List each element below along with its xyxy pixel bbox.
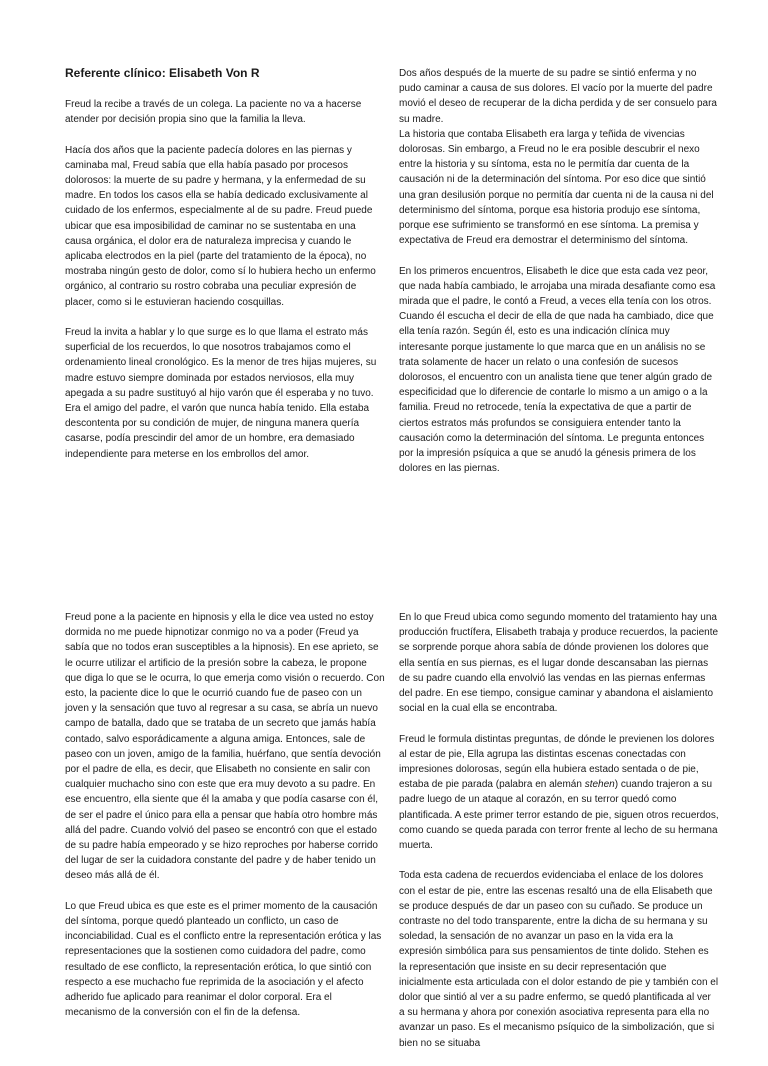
text-run: Freud le formula distintas preguntas, de dónde le previenen los dolores al estar de pie, Ella agrupa las distintas escenas conectadas con impresiones dolorosas, según ella hubiera estado sentada o de pie, estaba de pie parada (palabra en alemán — [399, 733, 715, 791]
paragraph: La historia que contaba Elisabeth era larga y teñida de vivencias dolorosas. Sin embargo, a Freud no le era posible descubrir el nexo entre la historia y su síntoma, esta no le permitía dar cuenta de la causación ni de la determinación del síntoma. Por eso dice que sintió una gran desilusión porque no permitía dar cuenta ni de la causa ni del determinismo del síntoma, porque esa historia produjo ese síntoma, porque ese sufrimiento se transformó en ese síntoma. La premisa y expectativa de Freud era demostrar el determinismo del síntoma. — [399, 128, 714, 247]
paragraph: Freud la recibe a través de un colega. La paciente no va a hacerse atender por decisión propia sino que la familia la lleva. — [65, 99, 362, 126]
column-top-right — [399, 66, 719, 492]
paragraph: Hacía dos años que la paciente padecía dolores en las piernas y caminaba mal, Freud sabía que ella había pasado por procesos dolorosos: la muerte de su padre y hermana, y la enfermedad de su madre. En todos los casos ella se había dedicado exclusivamente al cuidado de los enfermos, especialmente al de su padre. Freud puede ubicar que esa imposibilidad de caminar no se sustentaba en una causa orgánica, el dolor era de naturaleza imprecisa y cuando le aplicaba electrodos en la piel (parte del tratamiento de la época), no mostraba ningún gesto de dolor, como sí lo hubiera hecho un enfermo orgánico, al contrario su rostro cobraba una peculiar expresión de placer, como si le estuvieran haciendo cosquillas. — [65, 144, 376, 308]
emphasis-word: stehen — [584, 779, 615, 791]
document-title: Referente clínico: Elisabeth Von R — [65, 66, 260, 80]
paragraph: Dos años después de la muerte de su padre se sintió enferma y no pudo caminar a causa de sus dolores. El vacío por la muerte del padre movió el deseo de recuperar de la dicha perdida y de ser consuelo para su madre. — [399, 68, 717, 125]
text-run: ) cuando trajeron a su padre luego de un ataque al corazón, en su terror quedó como plantificada. A este primer terror estando de pie, siguen otros recuerdos, como cuando se queda parada con terror frente al lecho de su hermana muerta. — [399, 779, 719, 852]
paragraph: Toda esta cadena de recuerdos evidenciaba el enlace de los dolores con el estar de pie, entre las escenas resaltó una de ella Elisabeth que se produce después de dar un paseo con su cuñado. Se produce un contraste no del todo transparente, entre la dicha de su hermana y su soledad, la sensación de no avanzar un paso en la vida era la expresión simbólica para sus pensamientos de tinte dolido. Stehen es la representación que insiste en su decir representación que inicialmente esta articulada con el dolor estando de pie y también con el dolor que sintió al ver a su padre enfermo, se quedó plantificada al ver a su hermana y ahora por conexión asociativa representa para ella no avanzar un paso. Es el mecanismo psíquico de la simbolización, que si bien no se situaba — [399, 870, 719, 1049]
paragraph: Freud la invita a hablar y lo que surge es lo que llama el estrato más superficial de los recuerdos, lo que nosotros trabajamos como el ordenamiento lineal cronológico. Es la menor de tres hijas mujeres, su madre estuvo siempre dominada por estados nerviosos, ella muy apegada a su padre sustituyó al hijo varón que él esperaba y no tuvo. Era el amigo del padre, el varón que nunca había tenido. Ella estaba descontenta por su condición de mujer, de ninguna manera quería casarse, podía prescindir del amor de un hombre, era demasiado independiente para meterse en los embrollos del amor. — [65, 327, 377, 460]
paragraph: Lo que Freud ubica es que este es el primer momento de la causación del síntoma, porque quedó planteado un conflicto, un caso de inconciabilidad. Cual es el conflicto entre la representación erótica y las representaciones que la sostienen como cuidadora del padre, como resultado de ese conflicto, la representación erótica, lo que sintió con respecto a ese muchacho fue reprimida de la asociación y el afecto adherido fue aplicado para reanimar el dolor corporal. Era el mecanismo de la conversión con el fin de la defensa. — [65, 900, 382, 1019]
paragraph: En los primeros encuentros, Elisabeth le dice que esta cada vez peor, que nada había cambiado, le arrojaba una mirada desafiante como esa mirada que el padre, le contó a Freud, a veces ella tenía con los otros. Cuando él escucha el decir de ella de que nada ha cambiado, dice que ella tenía razón. Según él, esto es una indicación clínica muy interesante porque justamente lo que marca que en un análisis no se trata solamente de hacer un relato o una confesión de sucesos dolorosos, el encuentro con un analista tiene que tener algún grado de especificidad que lo diferencie de contarle lo mismo a un amigo o a la familia. Freud no retrocede, tenía la expectativa de que a partir de ciertos estratos más profundos se consiguiera entender tanto la causación como la determinación del síntoma. Le pregunta entonces por la impresión psíquica a que se anudó la génesis primera de los dolores en las piernas. — [399, 265, 716, 475]
column-bottom-left — [65, 610, 385, 1036]
paragraph — [399, 732, 719, 854]
column-bottom-right — [399, 610, 719, 1066]
column-top-left — [65, 66, 385, 477]
paragraph: En lo que Freud ubica como segundo momento del tratamiento hay una producción fructífera, Elisabeth trabaja y produce recuerdos, la paciente se sorprende porque ahora sabía de dónde provienen los dolores que ella sentía en sus piernas, es el lugar donde descansaban las piernas de su padre cuando ella envolvió las vendas en las piernas enfermas del padre. En ese tiempo, consigue caminar y abandona el aislamiento social en la cual ella se encontraba. — [399, 612, 719, 715]
paragraph: Freud pone a la paciente en hipnosis y ella le dice vea usted no estoy dormida no me puede hipnotizar conmigo no va a poder (Freud ya sabía que no todos eran susceptibles a la hipnosis). En ese aprieto, se le ocurre utilizar el artificio de la presión sobre la cabeza, le propone que diga lo que se le ocurra, lo que emerja como visión o recuerdo. Con esto, la paciente dice lo que le ocurrió cuando fue de paseo con un joven y la sensación que tuvo al regresar a su casa, se abría un nuevo campo de batalla, dado que se trataba de un secreto que jamás había contado, salvo esporádicamente a alguna amiga. Entonces, sale de paseo con un joven, amigo de la familia, huérfano, que sentía devoción por el padre de ella, es decir, que Elisabeth no consiente en salir con cualquier muchacho sino con este que era muy devoto a su padre. En ese encuentro, ella siente que él la amaba y que podía casarse con él, de ser el padre el único para ella a pensar que había otro hombre más allá del padre. Cuando volvió del paseo se encontró con que el estado de su padre había empeorado y se hizo reproches por haberse corrido del lugar de ser la cuidadora constante del padre y de haber tenido un deseo más allá de él. — [65, 612, 385, 882]
